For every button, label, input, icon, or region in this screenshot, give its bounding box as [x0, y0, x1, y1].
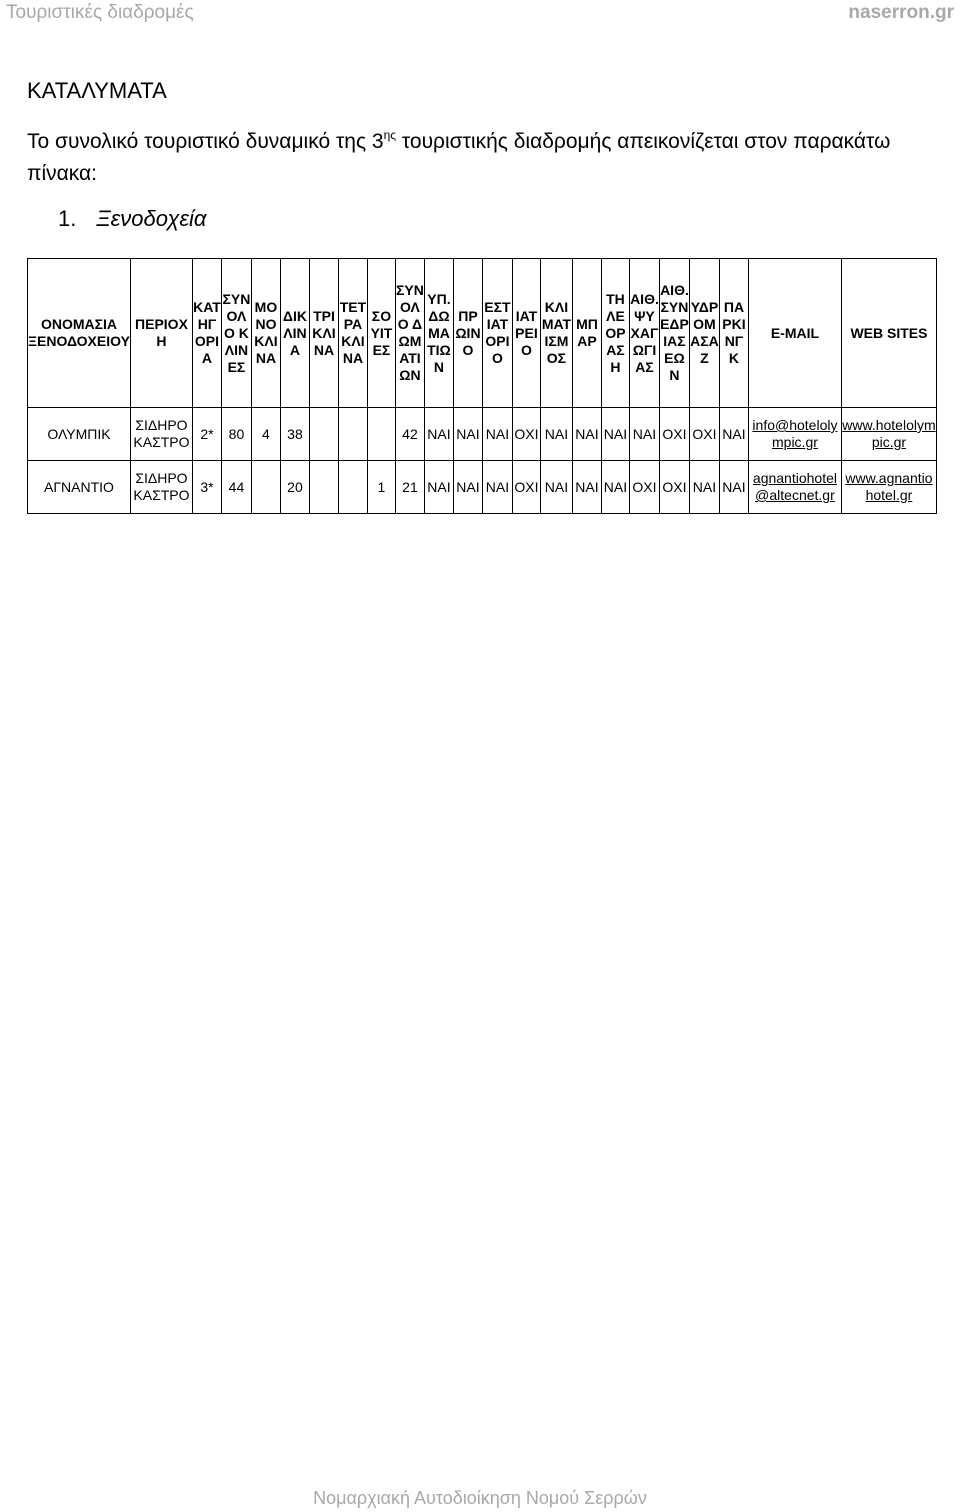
- column-header: ΚΛΙΜΑΤΙΣΜΟΣ: [540, 259, 572, 408]
- column-header: ΙΑΤΡΕΙΟ: [512, 259, 540, 408]
- table-cell: [309, 461, 338, 514]
- column-header: ΤΗΛΕΟΡΑΣΗ: [601, 259, 629, 408]
- table-cell: 38: [280, 408, 309, 461]
- table-cell: ΝΑΙ: [601, 408, 629, 461]
- column-header: ΑΙΘ. ΣΥΝΕΔΡΙΑΣΕΩΝ: [659, 259, 689, 408]
- email-link[interactable]: agnantiohotel@altecnet.gr: [748, 461, 841, 514]
- column-header: ΣΥΝΟΛΟ ΚΛΙΝΕΣ: [221, 259, 251, 408]
- table-cell: [338, 408, 367, 461]
- intro-text-start: Το συνολικό τουριστικό δυναμικό της 3: [27, 130, 384, 153]
- section-number: 1.: [58, 206, 77, 231]
- table-cell: ΝΑΙ: [482, 461, 512, 514]
- column-header: ΥΠ. ΔΩΜΑΤΙΩΝ: [424, 259, 453, 408]
- table-cell: ΝΑΙ: [540, 461, 572, 514]
- table-cell: ΣΙΔΗΡΟΚΑΣΤΡΟ: [130, 408, 192, 461]
- page-title: ΚΑΤΑΛΥΜΑΤΑ: [27, 78, 167, 103]
- table-cell: ΟΧΙ: [689, 408, 719, 461]
- table-cell: 1: [367, 461, 395, 514]
- table-row: [28, 408, 937, 461]
- table-cell: ΝΑΙ: [424, 461, 453, 514]
- table-cell: ΝΑΙ: [719, 408, 748, 461]
- table-cell: ΟΧΙ: [629, 461, 659, 514]
- header-title: Τουριστικές διαδρομές: [6, 2, 194, 23]
- column-header: ΠΕΡΙΟΧΗ: [130, 259, 192, 408]
- section-title: Ξενοδοχεία: [96, 206, 207, 231]
- table-cell: ΑΓΝΑΝΤΙΟ: [28, 461, 131, 514]
- table-cell: ΟΧΙ: [512, 408, 540, 461]
- email-link[interactable]: info@hotelolympic.gr: [748, 408, 841, 461]
- table-cell: ΝΑΙ: [689, 461, 719, 514]
- column-header: ΕΣΤΙΑΤΟΡΙΟ: [482, 259, 512, 408]
- table-cell: ΝΑΙ: [572, 408, 601, 461]
- table-cell: [251, 461, 280, 514]
- table-cell: 44: [221, 461, 251, 514]
- column-header: ΤΕΤΡΑΚΛΙΝΑ: [338, 259, 367, 408]
- column-header: ΥΔΡΟΜΑΣΑΖ: [689, 259, 719, 408]
- section-heading: [58, 206, 206, 232]
- column-header: ΟΝΟΜΑΣΙΑ ΞΕΝΟΔΟΧΕΙΟΥ: [28, 259, 131, 408]
- table-cell: [309, 408, 338, 461]
- page-header: [0, 0, 960, 28]
- column-header: ΠΡΩΙΝΟ: [453, 259, 482, 408]
- table-cell: ΟΛΥΜΠΙΚ: [28, 408, 131, 461]
- column-header: ΚΑΤΗΓΟΡΙΑ: [192, 259, 221, 408]
- website-link[interactable]: www.agnantiohotel.gr: [841, 461, 936, 514]
- table-cell: ΝΑΙ: [453, 408, 482, 461]
- intro-superscript: ης: [383, 128, 397, 142]
- hotels-table: [27, 258, 937, 514]
- page-footer: Νομαρχιακή Αυτοδιοίκηση Νομού Σερρών: [313, 1488, 647, 1508]
- table-cell: ΝΑΙ: [482, 408, 512, 461]
- table-cell: ΝΑΙ: [540, 408, 572, 461]
- table-cell: [367, 408, 395, 461]
- table-cell: ΟΧΙ: [512, 461, 540, 514]
- table-cell: ΝΑΙ: [601, 461, 629, 514]
- table-cell: ΟΧΙ: [659, 408, 689, 461]
- column-header: ΣΟΥΙΤΕΣ: [367, 259, 395, 408]
- table-cell: [338, 461, 367, 514]
- column-header: ΤΡΙΚΛΙΝΑ: [309, 259, 338, 408]
- intro-paragraph: [27, 126, 937, 190]
- table-cell: ΟΧΙ: [659, 461, 689, 514]
- table-cell: ΝΑΙ: [629, 408, 659, 461]
- column-header: ΠΑΡΚΙΝΓΚ: [719, 259, 748, 408]
- column-header: E-MAIL: [748, 259, 841, 408]
- table-row: [28, 461, 937, 514]
- table-cell: 4: [251, 408, 280, 461]
- intro-text-end: τουριστικής διαδρομής απεικονίζεται στον παρακάτω πίνακα:: [27, 130, 891, 185]
- website-link[interactable]: www.hotelolympic.gr: [841, 408, 936, 461]
- column-header: ΜΠΑΡ: [572, 259, 601, 408]
- table-header-row: [28, 259, 937, 408]
- column-header: ΔΙΚΛΙΝΑ: [280, 259, 309, 408]
- table-cell: ΝΑΙ: [572, 461, 601, 514]
- table-cell: 21: [395, 461, 424, 514]
- table-cell: 20: [280, 461, 309, 514]
- table-cell: ΝΑΙ: [719, 461, 748, 514]
- column-header: ΜΟΝΟΚΛΙΝΑ: [251, 259, 280, 408]
- table-cell: ΝΑΙ: [453, 461, 482, 514]
- header-site: naserron.gr: [848, 2, 954, 23]
- column-header: WEB SITES: [841, 259, 936, 408]
- table-cell: 3*: [192, 461, 221, 514]
- table-cell: ΣΙΔΗΡΟΚΑΣΤΡΟ: [130, 461, 192, 514]
- table-cell: 80: [221, 408, 251, 461]
- table-cell: 2*: [192, 408, 221, 461]
- column-header: ΑΙΘ. ΨΥΧΑΓΩΓΙΑΣ: [629, 259, 659, 408]
- table-cell: ΝΑΙ: [424, 408, 453, 461]
- table-cell: 42: [395, 408, 424, 461]
- column-header: ΣΥΝΟΛΟ ΔΩΜΑΤΙΩΝ: [395, 259, 424, 408]
